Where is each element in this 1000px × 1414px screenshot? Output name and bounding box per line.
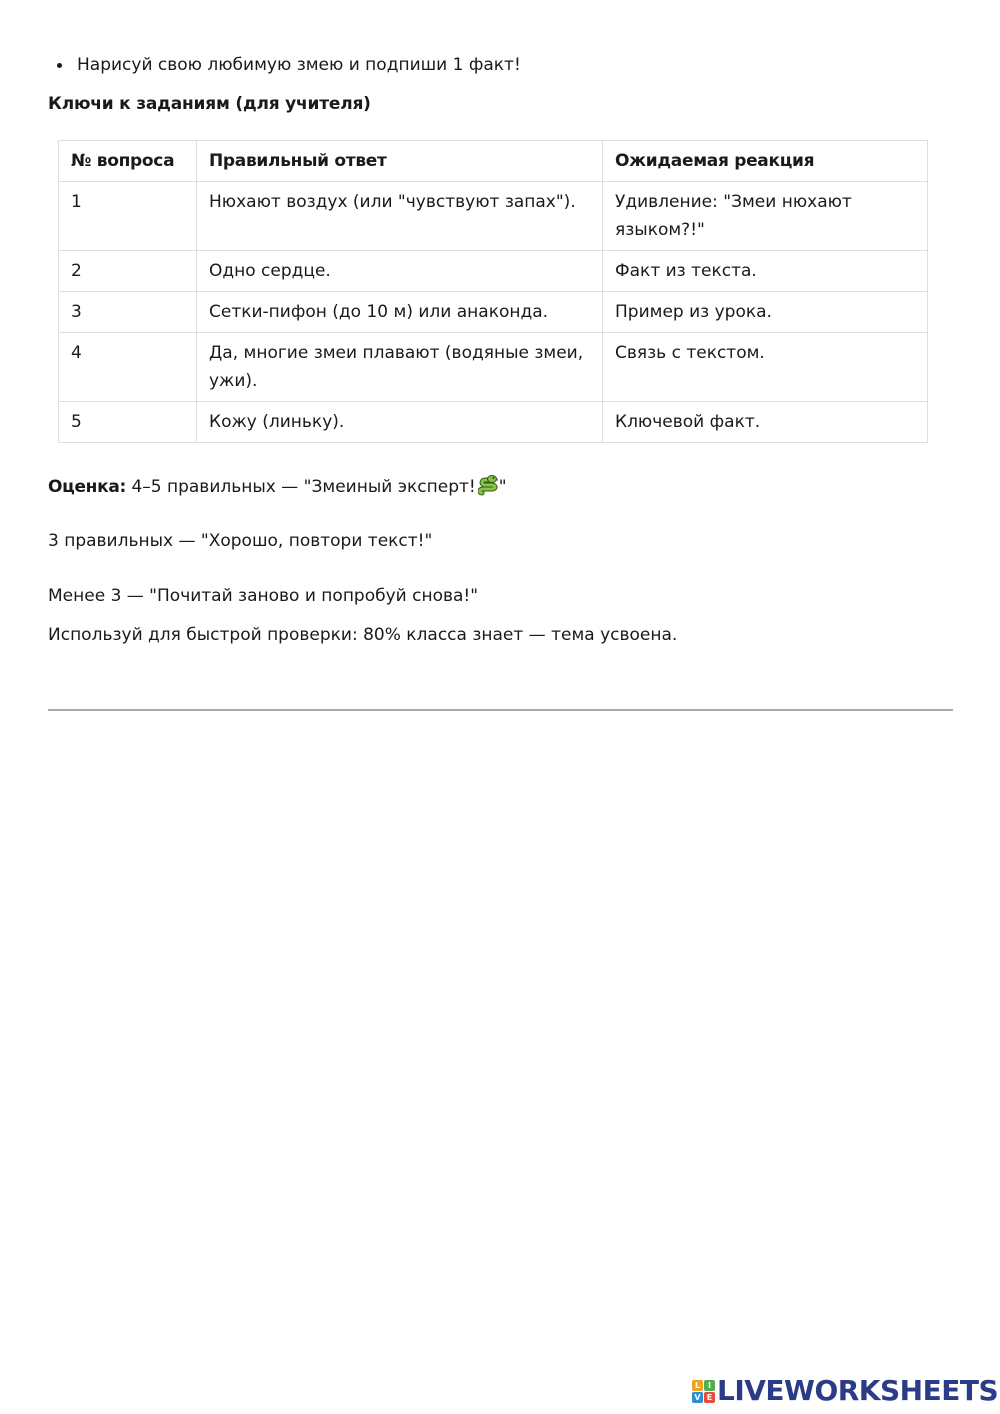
answer-key-table [58, 140, 928, 443]
table-row [59, 182, 928, 251]
cell-expected-reaction: Пример из урока. [603, 292, 928, 333]
grading-line-2: 3 правильных — "Хорошо, повтори текст!" [48, 531, 433, 551]
cell-question-number: 5 [59, 402, 197, 443]
table-row [59, 333, 928, 402]
logo-mark-letter: I [704, 1380, 715, 1391]
bullet-dot-icon [57, 63, 62, 68]
table-header-row [59, 141, 928, 182]
grading-line-1 [48, 474, 507, 499]
grading-line-1-end: " [498, 477, 507, 497]
grading-label: Оценка: [48, 477, 127, 497]
cell-expected-reaction: Ключевой факт. [603, 402, 928, 443]
cell-correct-answer: Одно сердце. [197, 251, 603, 292]
table-row [59, 251, 928, 292]
logo-text: LIVEWORKSHEETS [717, 1374, 999, 1407]
cell-expected-reaction: Факт из текста. [603, 251, 928, 292]
grading-line-3: Менее 3 — "Почитай заново и попробуй снова!" [48, 586, 479, 606]
logo-mark-letter: E [704, 1392, 715, 1403]
snake-icon [478, 474, 498, 496]
grading-line-4: Используй для быстрой проверки: 80% класса знает — тема усвоена. [48, 625, 678, 645]
cell-question-number: 4 [59, 333, 197, 402]
cell-question-number: 3 [59, 292, 197, 333]
section-title: Ключи к заданиям (для учителя) [48, 94, 371, 114]
cell-correct-answer: Нюхают воздух (или "чувствуют запах"). [197, 182, 603, 251]
bullet-text: Нарисуй свою любимую змею и подпиши 1 факт! [77, 55, 521, 75]
cell-question-number: 1 [59, 182, 197, 251]
cell-correct-answer: Сетки-пифон (до 10 м) или анаконда. [197, 292, 603, 333]
cell-correct-answer: Кожу (линьку). [197, 402, 603, 443]
header-expected-reaction: Ожидаемая реакция [603, 141, 928, 182]
liveworksheets-logo [692, 1374, 998, 1408]
cell-expected-reaction: Связь с текстом. [603, 333, 928, 402]
bullet-item [54, 53, 521, 77]
header-correct-answer: Правильный ответ [197, 141, 603, 182]
grading-line-1-text: 4–5 правильных — "Змеиный эксперт! [131, 477, 476, 497]
cell-expected-reaction: Удивление: "Змеи нюхают языком?!" [603, 182, 928, 251]
header-question-number: № вопроса [59, 141, 197, 182]
table-row [59, 292, 928, 333]
divider [48, 709, 953, 711]
logo-mark-letter: V [692, 1392, 703, 1403]
cell-correct-answer: Да, многие змеи плавают (водяные змеи, ужи). [197, 333, 603, 402]
logo-mark-letter: L [692, 1380, 703, 1391]
logo-mark-icon [692, 1380, 715, 1403]
table-row [59, 402, 928, 443]
cell-question-number: 2 [59, 251, 197, 292]
